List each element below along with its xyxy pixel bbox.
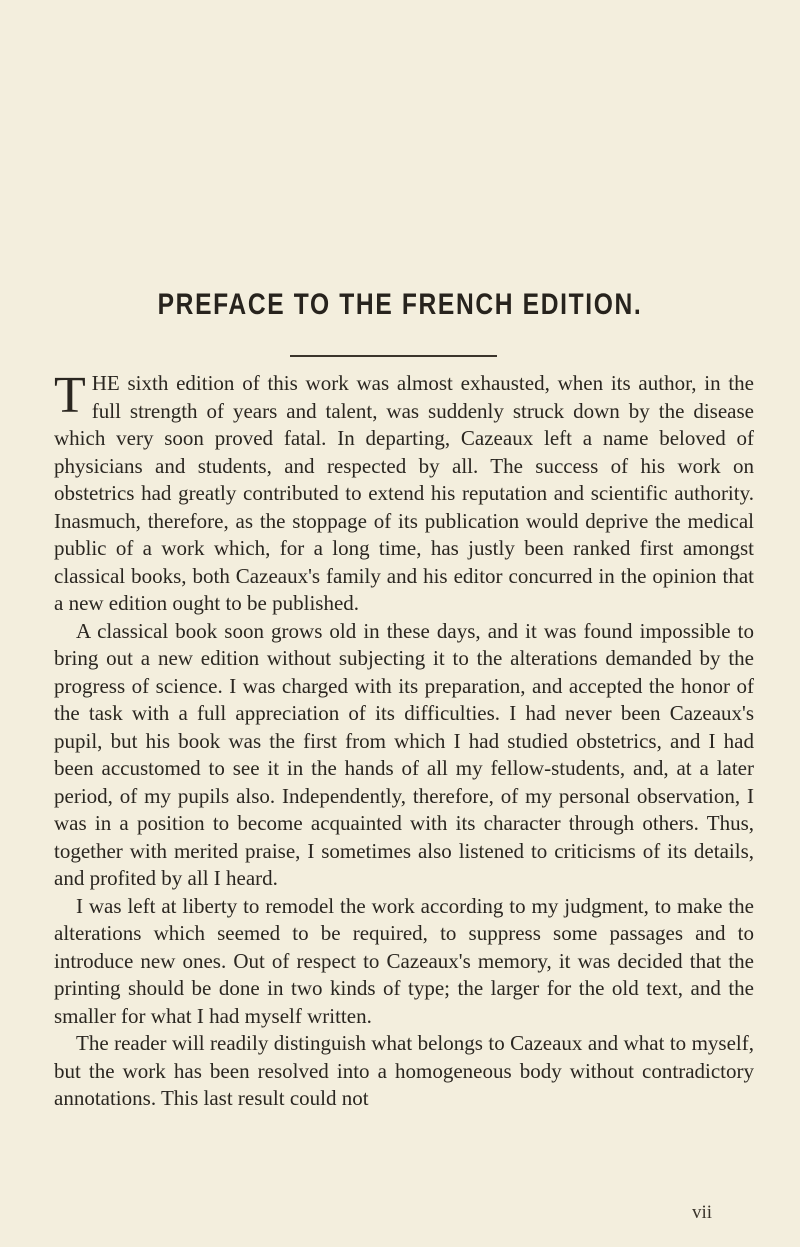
paragraph-4: The reader will readily distinguish what belongs to Cazeaux and what to myself, but the work has been resolved into a homogeneous body without contradictory annotations. This last result could not xyxy=(54,1031,754,1110)
page-title: PREFACE TO THE FRENCH EDITION. xyxy=(157,288,643,321)
paragraph-1-text: HE sixth edition of this work was almost exhausted, when its author, in the full strength of years and talent, was suddenly struck down by the disease which very soon proved fatal. In departing, Cazeaux left a name beloved of physicians and students, and respected by all. The success of his work on obstetrics had greatly contributed to extend his reputation and scientific authority. Inasmuch, therefore, as the stoppage of its publication would deprive the medical public of a work which, for a long time, has justly been ranked first amongst classical books, both Cazeaux's family and his editor concurred in the opinion that a new edition ought to be published. xyxy=(54,371,754,615)
preface-body xyxy=(54,367,754,1113)
paragraph-2: A classical book soon grows old in these days, and it was found impossible to bring out a new edition without subjecting it to the alterations demanded by the progress of science. I was charged with its preparation, and accepted the honor of the task with a full appreciation of its difficulties. I had never been Cazeaux's pupil, but his book was the first from which I had studied obstetrics, and I had been accustomed to see it in the hands of all my fellow-students, and, at a later period, of my pupils also. Independently, therefore, of my personal observation, I was in a position to become acquainted with its character through others. Thus, together with merited praise, I sometimes also listened to criticisms of its details, and profited by all I heard. xyxy=(54,618,754,890)
paragraph-3: I was left at liberty to remodel the work according to my judgment, to make the alterations which seemed to be required, to suppress some passages and to introduce new ones. Out of respect to Cazeaux's memory, it was decided that the printing should be done in two kinds of type; the larger for the old text, and the smaller for what I had myself written. xyxy=(54,893,754,1028)
drop-cap: T xyxy=(54,367,86,424)
page-number: vii xyxy=(692,1202,713,1223)
title-divider xyxy=(290,355,497,357)
paragraph-1 xyxy=(54,367,754,618)
